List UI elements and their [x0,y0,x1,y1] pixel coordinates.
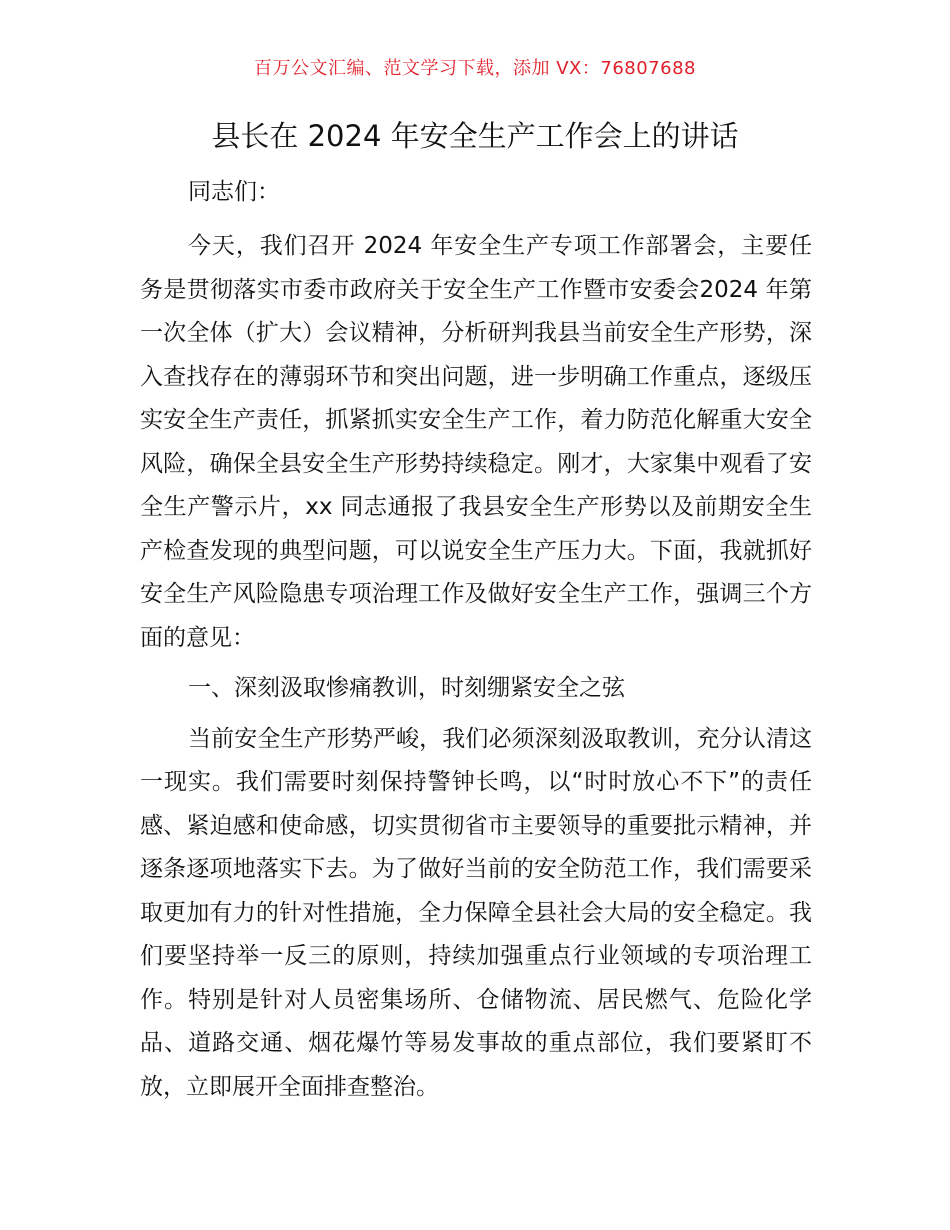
section-heading-1: 一、深刻汲取惨痛教训，时刻绷紧安全之弦 [188,675,625,701]
paragraph-intro: 今天，我们召开 2024 年安全生产专项工作部署会，主要任务是贯彻落实市委市政府关于安全生产工作暨市安委会2024 年第一次全体（扩大）会议精神，分析研判我县当前安全生产形势，深入查找存在的薄弱环节和突出问题，进一步明确工作重点，逐级压实安全生产责任，抓紧抓实安全生产工作，着力防范化解重大安全风险，确保全县安全生产形势持续稳定。刚才，大家集中观看了安全生产警示片，xx 同志通报了我县安全生产形势以及前期安全生产检查发现的典型问题，可以说安全生产压力大。下面，我就抓好安全生产风险隐患专项治理工作及做好安全生产工作，强调三个方面的意见： [140,233,812,651]
document-title: 县长在 2024 年安全生产工作会上的讲话 [211,119,739,153]
paragraph-section-1: 当前安全生产形势严峻，我们必须深刻汲取教训，充分认清这一现实。我们需要时刻保持警钟长鸣，以“时时放心不下”的责任感、紧迫感和使命感，切实贯彻省市主要领导的重要批示精神，并逐条逐项地落实下去。为了做好当前的安全防范工作，我们需要采取更加有力的针对性措施，全力保障全县社会大局的安全稳定。我们要坚持举一反三的原则，持续加强重点行业领域的专项治理工作。特别是针对人员密集场所、仓储物流、居民燃气、危险化学品、道路交通、烟花爆竹等易发事故的重点部位，我们要紧盯不放，立即展开全面排查整治。 [140,725,812,1100]
document-body [140,172,812,1116]
header-promo-note: 百万公文汇编、范文学习下载，添加 VX：76807688 [254,58,696,79]
salutation: 同志们： [188,179,280,205]
